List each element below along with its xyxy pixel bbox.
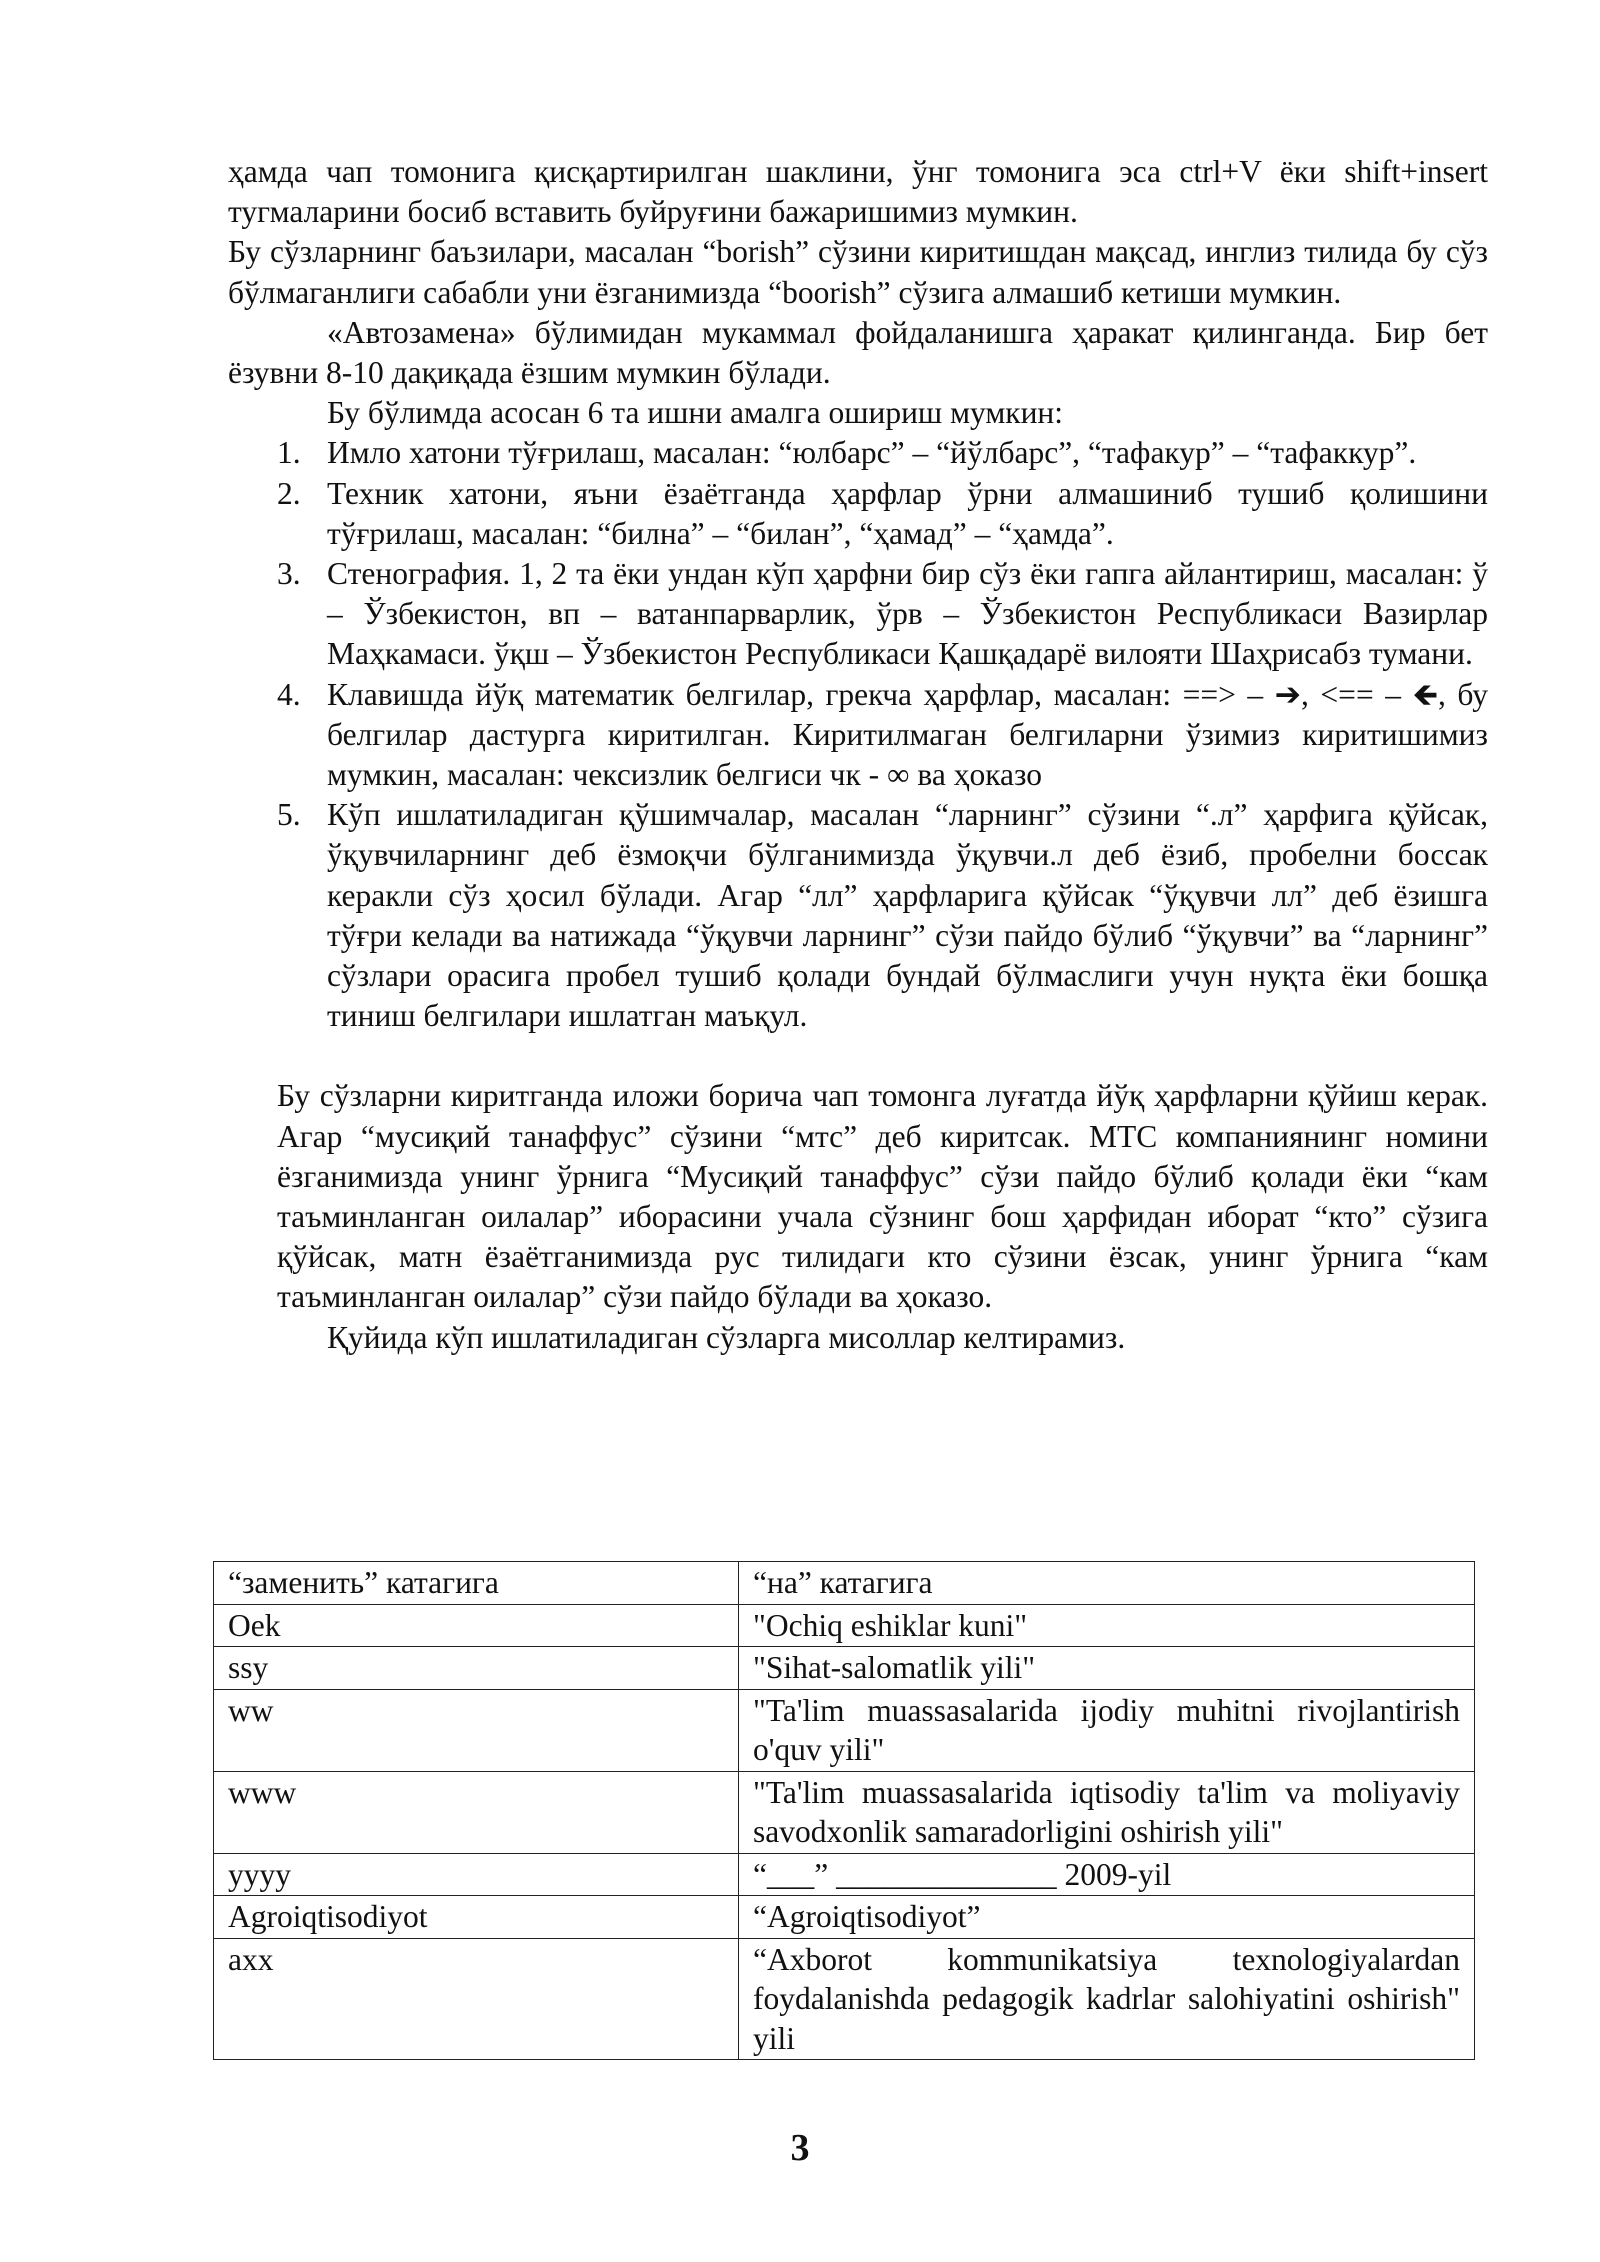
list-item <box>228 433 1488 473</box>
replace-cell: yyyy <box>214 1853 739 1896</box>
list-item <box>228 554 1488 675</box>
spacer <box>228 1036 1488 1076</box>
paragraph-after-list: Бу сўзларни киритганда иложи борича чап томонга луғатда йўқ ҳарфларни қўйиш керак. Агар “мусиқий танаффус” сўзини “мтс” деб киритсак. МТС компаниянинг номини ёзганимизда унинг ўрнига “Мусиқий танаффус” сўзи пайдо бўлиб қолади ёки “кам таъминланган оилалар” иборасини учала сўзнинг бош ҳарфидан иборат “кто” сўзига қўйсак, матн ёзаётганимизда рус тилидаги кто сўзини ёзсак, унинг ўрнига “кам таъминланган оилалар” сўзи пайдо бўлади ва ҳоказо. <box>277 1078 1488 1315</box>
header-replace-column: “заменить” катагига <box>214 1562 739 1605</box>
table-row <box>214 1853 1475 1896</box>
replace-cell: Agroiqtisodiyot <box>214 1896 739 1939</box>
list-item-number: 3. <box>277 556 301 592</box>
paragraph-4: Бу бўлимда асосан 6 та ишни амалга ошириш мумкин: <box>327 395 1064 431</box>
body-text <box>228 152 1488 1358</box>
with-cell: “___” ______________ 2009-yil <box>739 1853 1475 1896</box>
with-cell: "Ochiq eshiklar kuni" <box>739 1604 1475 1647</box>
table-row <box>214 1647 1475 1690</box>
list-item-number: 5. <box>277 797 301 833</box>
list-item <box>228 795 1488 1036</box>
table-row <box>214 1938 1475 2060</box>
with-cell: “Agroiqtisodiyot” <box>739 1896 1475 1939</box>
table-row <box>214 1771 1475 1853</box>
paragraph-2: Бу сўзларнинг баъзилари, масалан “borish” сўзини киритишдан мақсад, инглиз тилида бу сўз бўлмаганлиги сабабли уни ёзганимизда “boorish” сўзига алмашиб кетиши мумкин. <box>228 234 1488 310</box>
list-item-text: Клавишда йўқ математик белгилар, грекча ҳарфлар, масалан: ==> – ➔, <== – 🡸, бу белгилар дастурга киритилган. Киритилмаган белгиларни ўзимиз киритишимиз мумкин, масалан: чексизлик белгиси чк - ∞ ва ҳоказо <box>327 676 1488 793</box>
list-item-text: Имло хатони тўғрилаш, масалан: “юлбарс” – “йўлбарс”, “тафакур” – “тафаккур”. <box>327 435 1417 471</box>
header-with-column: “на” катагига <box>739 1562 1475 1605</box>
table-row <box>214 1896 1475 1939</box>
page-number: 3 <box>790 2127 810 2169</box>
replace-cell: ww <box>214 1689 739 1771</box>
paragraph-1: ҳамда чап томонига қисқартирилган шаклини, ўнг томонига эса ctrl+V ёки shift+insert тугмаларини босиб вставить буйруғини бажаришимиз мумкин. <box>228 154 1488 230</box>
replace-cell: ssy <box>214 1647 739 1690</box>
with-cell: "Ta'lim muassasalarida ijodiy muhitni rivojlantirish o'quv yili" <box>739 1689 1475 1771</box>
replace-cell: www <box>214 1771 739 1853</box>
with-cell: "Sihat-salomatlik yili" <box>739 1647 1475 1690</box>
replace-cell: axx <box>214 1938 739 2060</box>
with-cell: "Ta'lim muassasalarida iqtisodiy ta'lim va moliyaviy savodxonlik samaradorligini oshirish yili" <box>739 1771 1475 1853</box>
list-item-number: 1. <box>277 435 301 471</box>
list-item-number: 4. <box>277 676 301 712</box>
autocorrect-examples-table <box>213 1561 1475 2060</box>
replace-cell: Oek <box>214 1604 739 1647</box>
list-item-text: Стенография. 1, 2 та ёки ундан кўп ҳарфни бир сўз ёки гапга айлантириш, масалан: ў – Ўзбекистон, вп – ватанпарварлик, ўрв – Ўзбекистон Республикаси Вазирлар Маҳкамаси. ўқш – Ўзбекистон Республикаси Қашқадарё вилояти Шаҳрисабз тумани. <box>327 556 1488 672</box>
list-item-number: 2. <box>277 475 301 511</box>
list-item <box>228 675 1488 796</box>
table-intro: Қуйида кўп ишлатиладиган сўзларга мисоллар келтирамиз. <box>327 1319 1126 1355</box>
list-item-text: Кўп ишлатиладиган қўшимчалар, масалан “ларнинг” сўзини “.л” ҳарфига қўйсак, ўқувчиларнинг деб ёзмоқчи бўлганимизда ўқувчи.л деб ёзиб, пробелни боссак керакли сўз ҳосил бўлади. Агар “лл” ҳарфларига қўйсак “ўқувчи лл” деб ёзишга тўғри келади ва натижада “ўқувчи ларнинг” сўзи пайдо бўлиб “ўқувчи” ва “ларнинг” сўзлари орасига пробел тушиб қолади бундай бўлмаслиги учун нуқта ёки бошқа тиниш белгилари ишлатган маъқул. <box>327 797 1488 1034</box>
with-cell: “Axborot kommunikatsiya texnologiyalardan foydalanishda pedagogik kadrlar salohiyatini oshirish" yili <box>739 1938 1475 2060</box>
list-item <box>228 474 1488 554</box>
numbered-list <box>228 433 1488 1036</box>
table-row <box>214 1689 1475 1771</box>
list-item-text: Техник хатони, яъни ёзаётганда ҳарфлар ўрни алмашиниб тушиб қолишини тўғрилаш, масалан: “билна” – “билан”, “ҳамад” – “ҳамда”. <box>327 475 1488 551</box>
paragraph-3: «Автозамена» бўлимидан мукаммал фойдаланишга ҳаракат қилинганда. Бир бет ёзувни 8-10 дақиқада ёзшим мумкин бўлади. <box>228 314 1488 391</box>
table-row <box>214 1604 1475 1647</box>
table-header-row <box>214 1562 1475 1605</box>
